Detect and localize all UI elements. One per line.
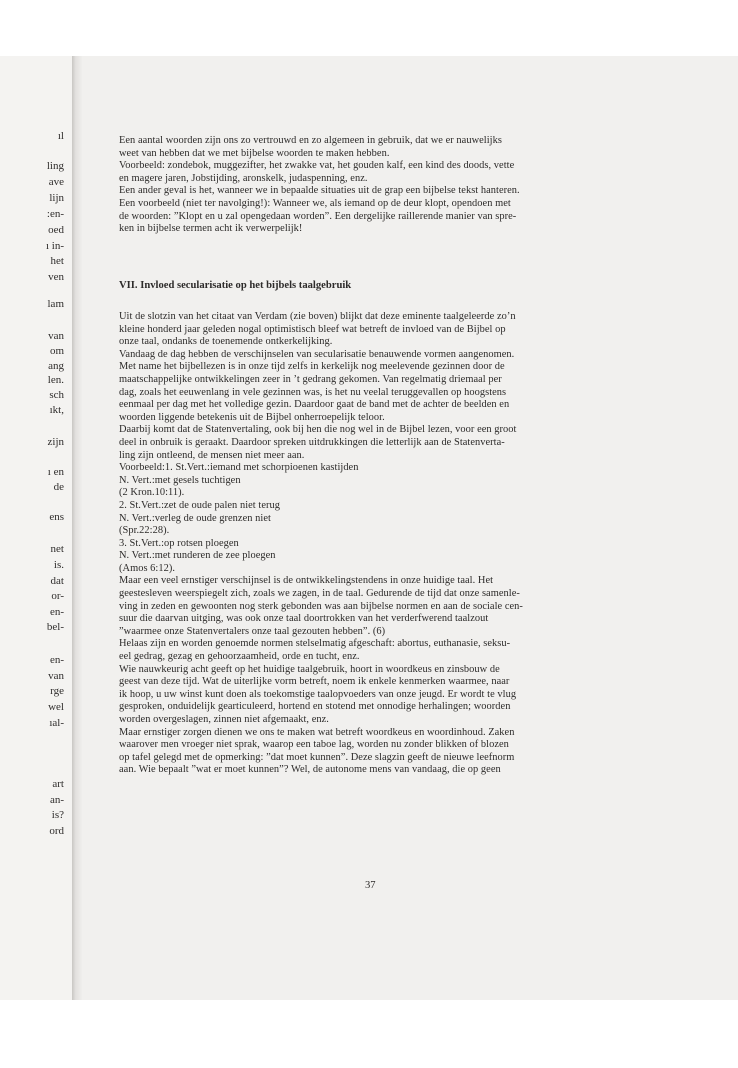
facing-page: [0, 56, 74, 1000]
facing-page-fragment: ıkt,: [49, 404, 64, 416]
facing-page-fragment: van: [48, 670, 64, 682]
facing-page-fragment: is.: [53, 559, 64, 571]
facing-page-fragment: ı en: [47, 466, 64, 478]
facing-page-fragment: oed: [48, 224, 64, 236]
text-line: ling zijn ontleend, de mensen niet meer aan.: [119, 449, 305, 461]
facing-page-fragment: om: [49, 345, 64, 357]
text-line: geestesleven weerspiegelt zich, zoals we zagen, in de taal. Gedurende de tijd dat onze samenle-: [119, 588, 520, 600]
text-line: waarover men vroeger niet sprak, waarop een taboe lag, worden nu zonder blikken of blozen: [119, 739, 509, 751]
text-line: 2. St.Vert.:zet de oude palen niet terug: [119, 499, 280, 511]
text-line: eenmaal per dag met het volledige gezin. Daardoor gaat de band met de achter de beelden en: [119, 399, 510, 411]
intro-paragraphs: [119, 135, 631, 236]
text-line: suur die daarvan uitging, was ook onze taal doortrokken van het verderfwerend taalzout: [119, 613, 489, 625]
text-line: ik hoop, u uw winst kunt doen als toekomstige taalopvoeders van onze jeugd. Er wordt te vlug: [119, 688, 517, 700]
text-line: kleine honderd jaar geleden nogal optimistisch bleef wat betreft de invloed van de Bijbel op: [119, 323, 506, 335]
facing-page-fragment: len.: [47, 374, 64, 386]
text-line: onze taal, ondanks de toenemende ontkerkelijking.: [119, 336, 333, 348]
facing-page-fragment: ave: [48, 176, 64, 188]
text-line: geest van deze tijd. Wat de uiterlijke vorm betreft, noem ik enkele kenmerken waarmee, naar: [119, 676, 510, 688]
text-line: de woorden: ”Klopt en u zal opengedaan worden”. Een dergelijke raillerende manier van spre-: [119, 210, 517, 222]
facing-page-fragment: wel: [48, 701, 64, 713]
facing-page-fragment: zijn: [47, 436, 64, 448]
text-line: ”waarmee onze Statenvertalers onze taal gezouten hebben”. (6): [119, 625, 386, 637]
text-line: eel gedrag, gezag en gehoorzaamheid, orde en tucht, enz.: [119, 651, 360, 663]
text-line: N. Vert.:met gesels tuchtigen: [119, 474, 241, 486]
facing-page-fragment: de: [53, 481, 64, 493]
facing-page-fragment: or-: [51, 590, 64, 602]
text-line: Een voorbeeld (niet ter navolging!): Wanneer we, als iemand op de deur klopt, opendoen met: [119, 197, 511, 209]
text-line: weet van hebben dat we met bijbelse woorden te maken hebben.: [119, 147, 390, 159]
facing-page-fragment: art: [52, 778, 64, 790]
text-line: woorden liggende betekenis uit de Bijbel onherroepelijk teloor.: [119, 411, 385, 423]
facing-page-fragment: rge: [50, 685, 64, 697]
facing-page-fragment: bel-: [46, 621, 64, 633]
text-line: Uit de slotzin van het citaat van Verdam (zie boven) blijkt dat deze eminente taalgeleerde zo’n: [119, 311, 516, 322]
facing-page-fragment: en-: [49, 654, 64, 666]
text-line: Voorbeeld: zondebok, muggezifter, het zwakke vat, het gouden kalf, een kind des doods, vette: [119, 160, 515, 172]
facing-page-fragment: ıal-: [49, 717, 64, 729]
text-line: maatschappelijke ontwikkelingen zeer in ’t gedrang gekomen. Van regelmatig driemaal per: [119, 373, 502, 385]
text-line: ving in zeden en gewoonten nog sterk gebonden was aan bijbelse normen en aan de sociale cen-: [119, 600, 523, 612]
facing-page-fragment: lam: [47, 298, 64, 310]
facing-page-fragment: ling: [46, 160, 64, 172]
facing-page-fragment: van: [48, 330, 64, 342]
text-line: Daarbij komt dat de Statenvertaling, ook bij hen die nog wel in de Bijbel lezen, voor een groot: [119, 424, 517, 436]
text-line: worden overgeslagen, zinnen niet afgemaakt, enz.: [119, 714, 329, 725]
text-line: Maar ernstiger zorgen dienen we ons te maken wat betreft woordkeus en woordinhoud. Zaken: [119, 726, 515, 738]
text-line: gesproken, onduidelijk gearticuleerd, hortend en stotend met onnodige herhalingen; woorden: [119, 701, 511, 713]
text-line: (Amos 6:12).: [119, 562, 176, 574]
text-line: 3. St.Vert.:op rotsen ploegen: [119, 537, 239, 549]
text-line: Een ander geval is het, wanneer we in bepaalde situaties uit de grap een bijbelse tekst hanteren.: [119, 185, 520, 197]
section-heading: VII. Invloed secularisatie op het bijbels taalgebruik: [119, 280, 352, 291]
body-paragraphs: [119, 311, 631, 777]
facing-page-fragment: ang: [48, 360, 64, 372]
text-line: deel in onbruik is geraakt. Daardoor spreken uitdrukkingen die letterlijk aan de Statenverta-: [119, 436, 505, 448]
text-line: (Spr.22:28).: [119, 525, 170, 537]
facing-page-fragment: ven: [48, 271, 64, 283]
text-line: Vandaag de dag hebben de verschijnselen van secularisatie benauwende vormen aangenomen.: [119, 348, 515, 360]
facing-page-fragment: net: [50, 543, 64, 555]
text-line: Wie nauwkeurig acht geeft op het huidige taalgebruik, hoort in woordkeus en zinsbouw de: [119, 663, 500, 675]
facing-page-fragment: ıl: [57, 130, 64, 142]
text-line: en magere jaren, Jobstijding, aronskelk, judaspenning, enz.: [119, 172, 368, 184]
facing-page-fragment: het: [50, 255, 64, 267]
text-line: ken in bijbelse termen acht ik verwerpelijk!: [119, 223, 303, 235]
text-line: N. Vert.:met runderen de zee ploegen: [119, 550, 276, 562]
book-spine: [72, 56, 82, 1000]
facing-page-fragment: ı in-: [45, 240, 64, 252]
facing-page-fragment: an-: [49, 794, 64, 806]
text-line: (2 Kron.10:11).: [119, 487, 185, 499]
text-line: Met name het bijbellezen is in onze tijd zelfs in kerkelijk nog meelevende gezinnen door de: [119, 361, 505, 373]
facing-page-fragment: en-: [49, 606, 64, 618]
facing-page-fragment: lijn: [49, 192, 64, 204]
facing-page-fragment: sch: [49, 389, 64, 401]
text-line: Voorbeeld:1. St.Vert.:iemand met schorpioenen kastijden: [119, 462, 359, 474]
text-line: N. Vert.:verleg de oude grenzen niet: [119, 512, 271, 524]
page-number: 37: [365, 880, 376, 891]
facing-page-fragment: ens: [49, 511, 64, 523]
facing-page-fragment: :en-: [46, 208, 64, 220]
facing-page-fragment: ord: [49, 825, 64, 837]
text-line: op tafel gelegd met de opmerking: ”dat moet kunnen”. Deze slagzin geeft de nieuwe leefnorm: [119, 751, 515, 763]
text-line: dag, zoals het eeuwenlang in vele gezinnen was, is het nu veelal teruggevallen op hoogstens: [119, 386, 507, 398]
facing-page-fragment: dat: [50, 575, 64, 587]
text-line: Helaas zijn en worden genoemde normen stelselmatig afgeschaft: abortus, euthanasie, seksu-: [119, 638, 511, 650]
text-line: aan. Wie bepaalt ”wat er moet kunnen”? Wel, de autonome mens van vandaag, die op geen: [119, 764, 501, 776]
facing-page-fragment: is?: [51, 809, 64, 821]
text-line: Een aantal woorden zijn ons zo vertrouwd en zo algemeen in gebruik, dat we er nauwelijks: [119, 135, 502, 146]
text-line: Maar een veel ernstiger verschijnsel is de ontwikkelingstendens in onze huidige taal. Het: [119, 575, 494, 587]
